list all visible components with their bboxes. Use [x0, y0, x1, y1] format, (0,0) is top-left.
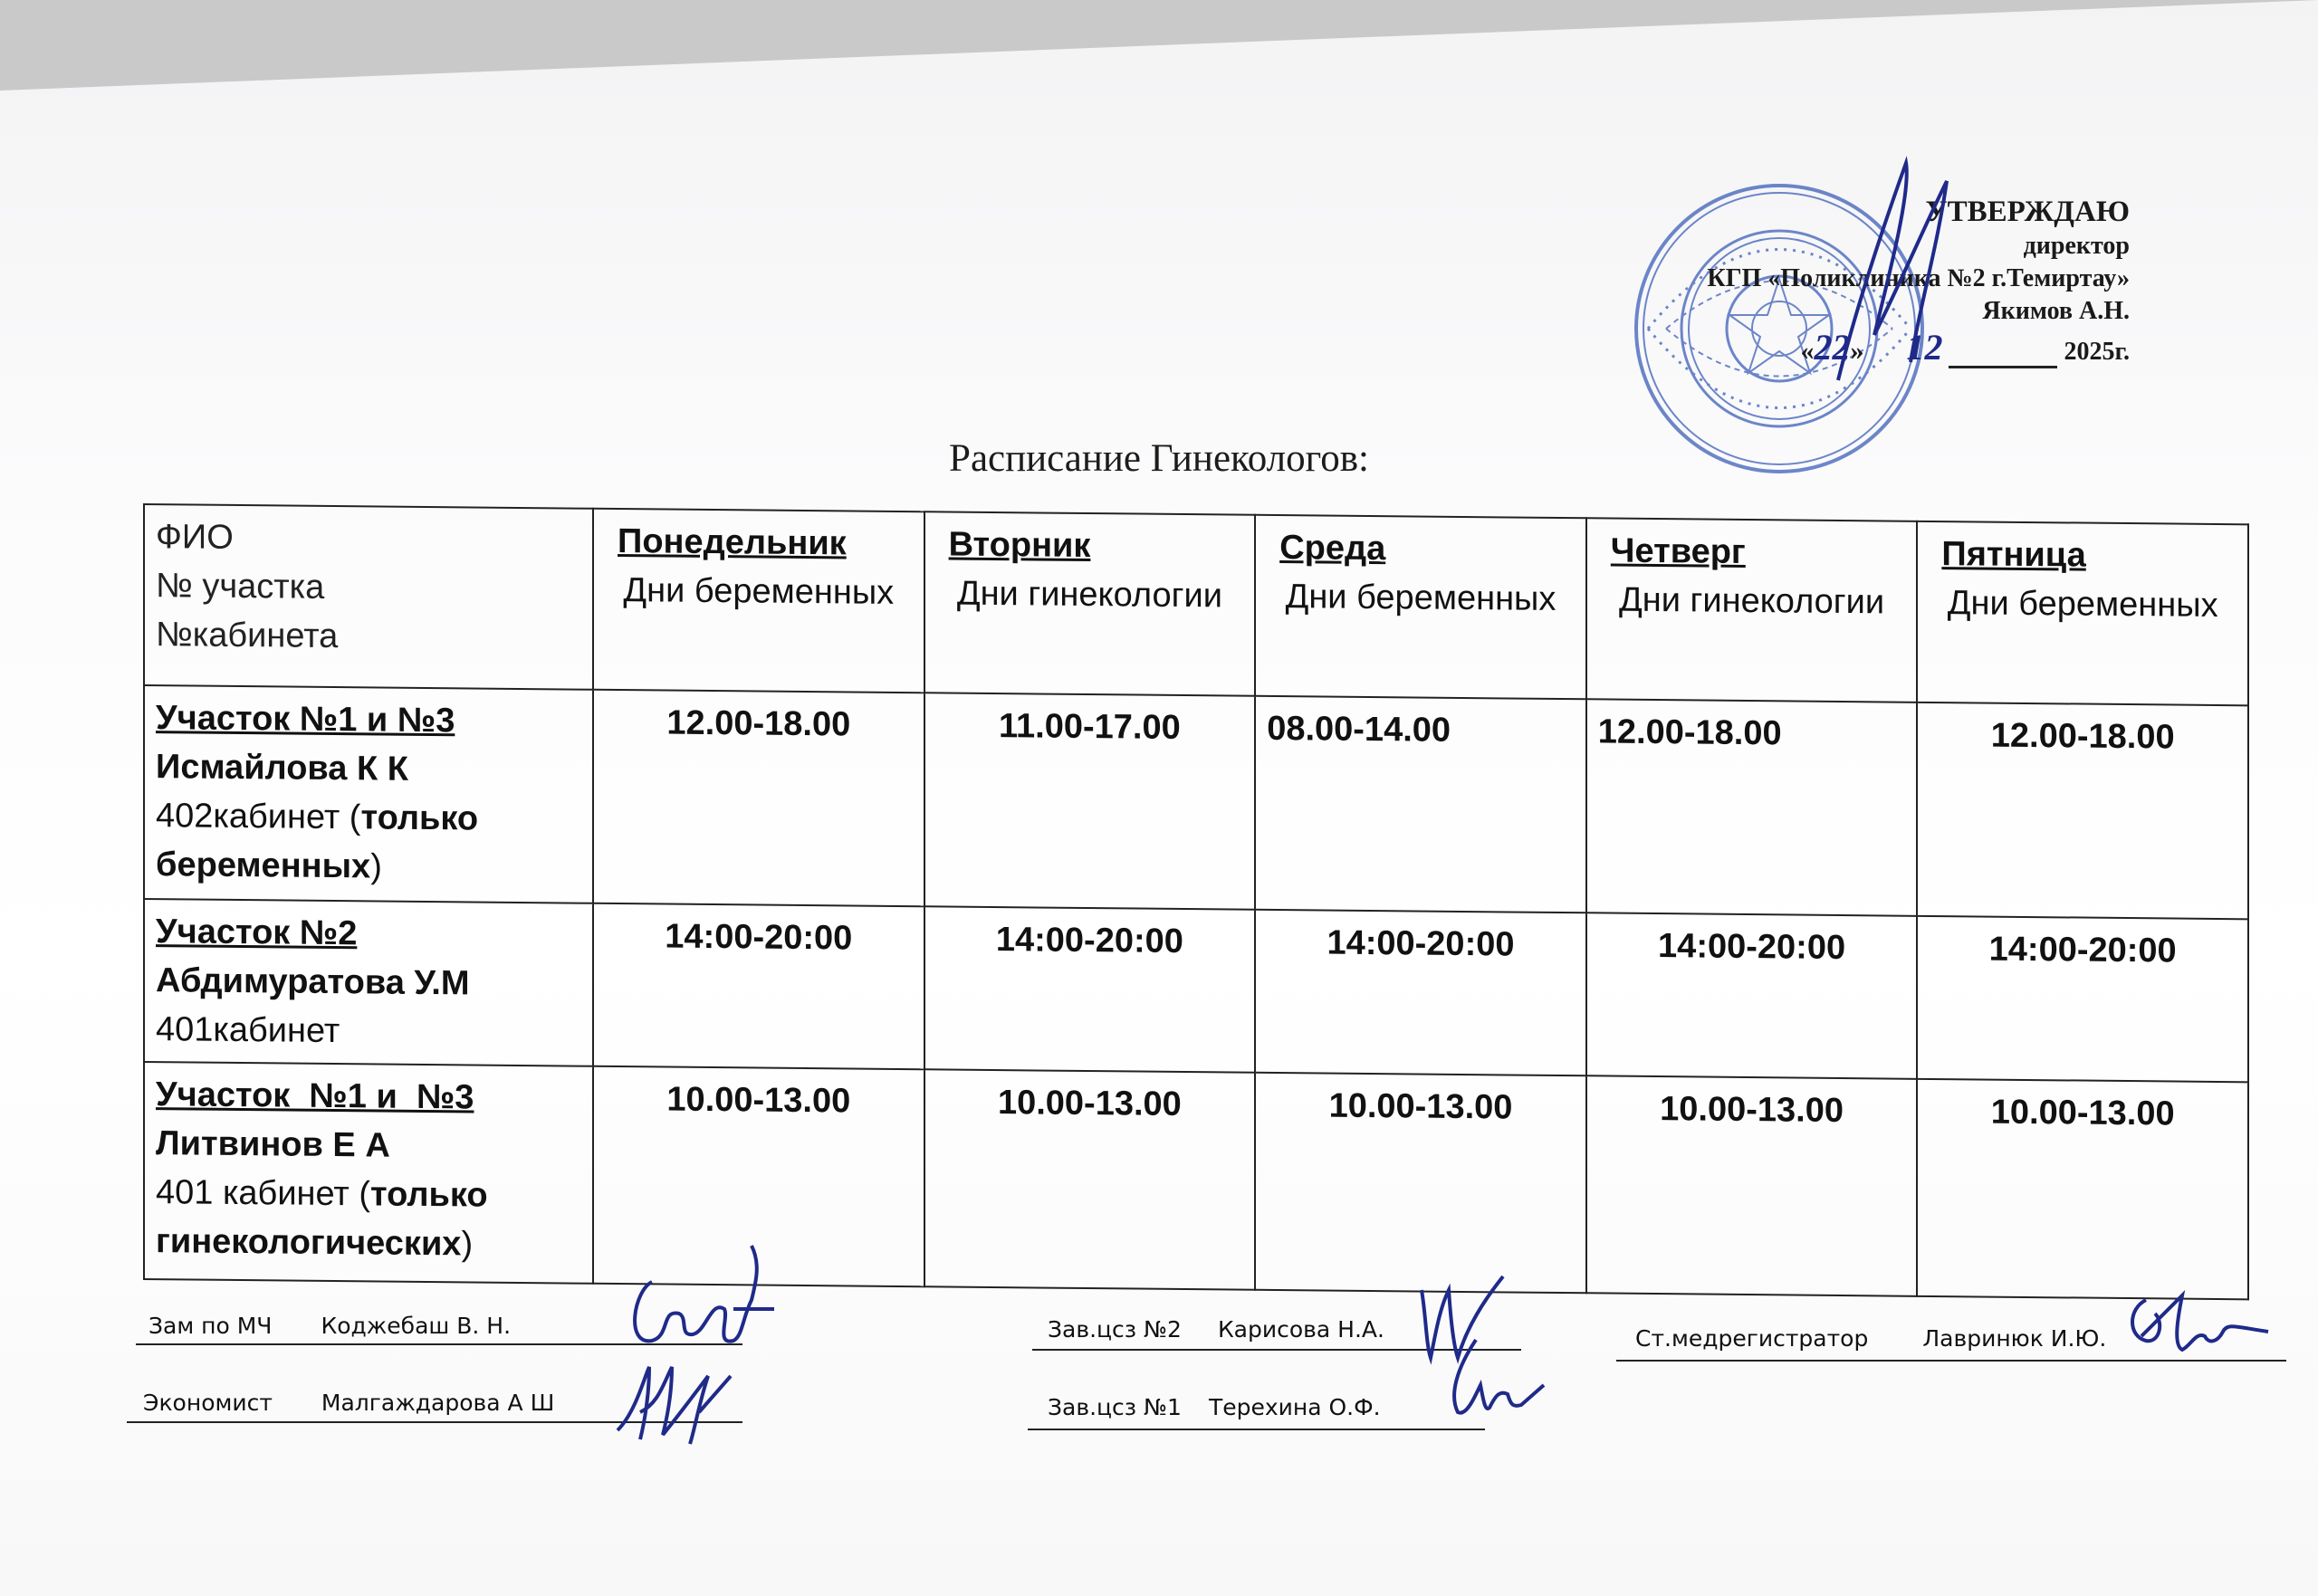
time-cell: 12.00-18.00: [1917, 702, 2248, 920]
date-year: 2025г.: [2064, 338, 2130, 366]
doctor-cell: [144, 685, 593, 903]
header-district: № участка: [156, 567, 325, 607]
doctor-cell: [144, 899, 593, 1066]
day-type: Дни гинекологии: [956, 574, 1222, 616]
header-day-tuesday: [924, 511, 1256, 696]
day-type: Дни беременных: [1947, 584, 2218, 625]
time-cell: 10.00-13.00: [593, 1066, 924, 1287]
day-name: Пятница: [1941, 535, 2086, 575]
signature-deputy: Зам по МЧ Коджебаш В. Н.: [148, 1313, 512, 1339]
day-type: Дни беременных: [1285, 578, 1557, 618]
time-cell: 10.00-13.00: [924, 1069, 1256, 1290]
time-cell: 12.00-18.00: [1586, 699, 1918, 916]
time-cell: 08.00-14.00: [1255, 696, 1586, 913]
day-name: Среда: [1279, 529, 1386, 569]
approval-date: «22» 12 2025г.: [1800, 327, 2130, 368]
header-day-thursday: [1586, 518, 1918, 702]
day-name: Понедельник: [618, 522, 847, 563]
day-name: Четверг: [1610, 531, 1746, 571]
time-cell: 14:00-20:00: [1586, 913, 1918, 1079]
cabinet-note: только гинекологических: [156, 1175, 488, 1264]
schedule-table: [143, 503, 2249, 1300]
cabinet-label: 401 кабинет (только гинекологических): [156, 1173, 488, 1264]
table-row: [144, 899, 2248, 1082]
district-label: Участок №1 и №3: [156, 699, 455, 741]
economist-signature: [608, 1358, 735, 1452]
day-type: Дни беременных: [623, 571, 895, 612]
table-header-row: [144, 504, 2248, 705]
organization-name: КГП «Поликлиника №2 г.Темиртау»: [1707, 264, 2130, 292]
doctor-cell: [144, 1062, 593, 1284]
doctor-name: Исмайлова К К: [156, 748, 408, 788]
header-fio: ФИО: [156, 518, 234, 557]
time-cell: 11.00-17.00: [924, 693, 1256, 910]
senior-registrar-signature: [2119, 1291, 2273, 1376]
approver-position: директор: [2023, 232, 2130, 260]
time-cell: 14:00-20:00: [924, 906, 1256, 1073]
time-cell: 14:00-20:00: [1255, 910, 1586, 1076]
director-signature: [1820, 154, 1965, 393]
table-row: [144, 1062, 2248, 1299]
signature-head-csz1: Зав.цсз №1 Терехина О.Ф.: [1048, 1394, 1381, 1420]
header-day-monday: [593, 509, 924, 693]
header-fio-cell: [144, 504, 593, 690]
doctor-name: Литвинов Е А: [156, 1124, 390, 1165]
header-day-wednesday: [1255, 515, 1586, 700]
doctor-name: Абдимуратова У.М: [156, 961, 470, 1003]
approve-heading: УТВЕРЖДАЮ: [1925, 196, 2130, 228]
date-month: 12: [1906, 327, 1943, 368]
time-cell: 12.00-18.00: [593, 690, 924, 907]
approval-block: [1496, 194, 2130, 368]
page-title: Расписание Гинекологов:: [949, 437, 1369, 480]
header-cabinet: №кабинета: [156, 616, 339, 656]
cabinet-label: 402кабинет (только беременных): [156, 797, 479, 886]
signature-senior-registrar: Ст.медрегистратор Лавринюк И.Ю.: [1635, 1325, 2107, 1352]
signature-head-csz2: Зав.цсз №2 Карисова Н.А.: [1048, 1316, 1384, 1343]
day-type: Дни гинекологии: [1619, 580, 1885, 622]
date-day: 22: [1814, 327, 1851, 368]
time-cell: 14:00-20:00: [1917, 916, 2248, 1083]
signature-economist: Экономист Малгаждарова А Ш: [143, 1390, 555, 1416]
deputy-signature: [625, 1246, 779, 1358]
table-row: [144, 685, 2248, 919]
day-name: Вторник: [948, 525, 1091, 566]
signature-line: [1028, 1429, 1485, 1430]
date-underline: [1949, 340, 2057, 368]
head-csz1-signature: [1440, 1331, 1548, 1434]
district-label: Участок №1 и №3: [156, 1075, 474, 1117]
cabinet-label: 401кабинет: [156, 1010, 340, 1051]
time-cell: 10.00-13.00: [1586, 1075, 1918, 1296]
time-cell: 10.00-13.00: [1255, 1073, 1586, 1294]
cabinet-note: только беременных: [156, 798, 479, 886]
district-label: Участок №2: [156, 913, 358, 953]
time-cell: 14:00-20:00: [593, 903, 924, 1070]
time-cell: 10.00-13.00: [1917, 1079, 2248, 1300]
header-day-friday: [1917, 521, 2248, 706]
approver-name: Якимов А.Н.: [1982, 297, 2130, 325]
